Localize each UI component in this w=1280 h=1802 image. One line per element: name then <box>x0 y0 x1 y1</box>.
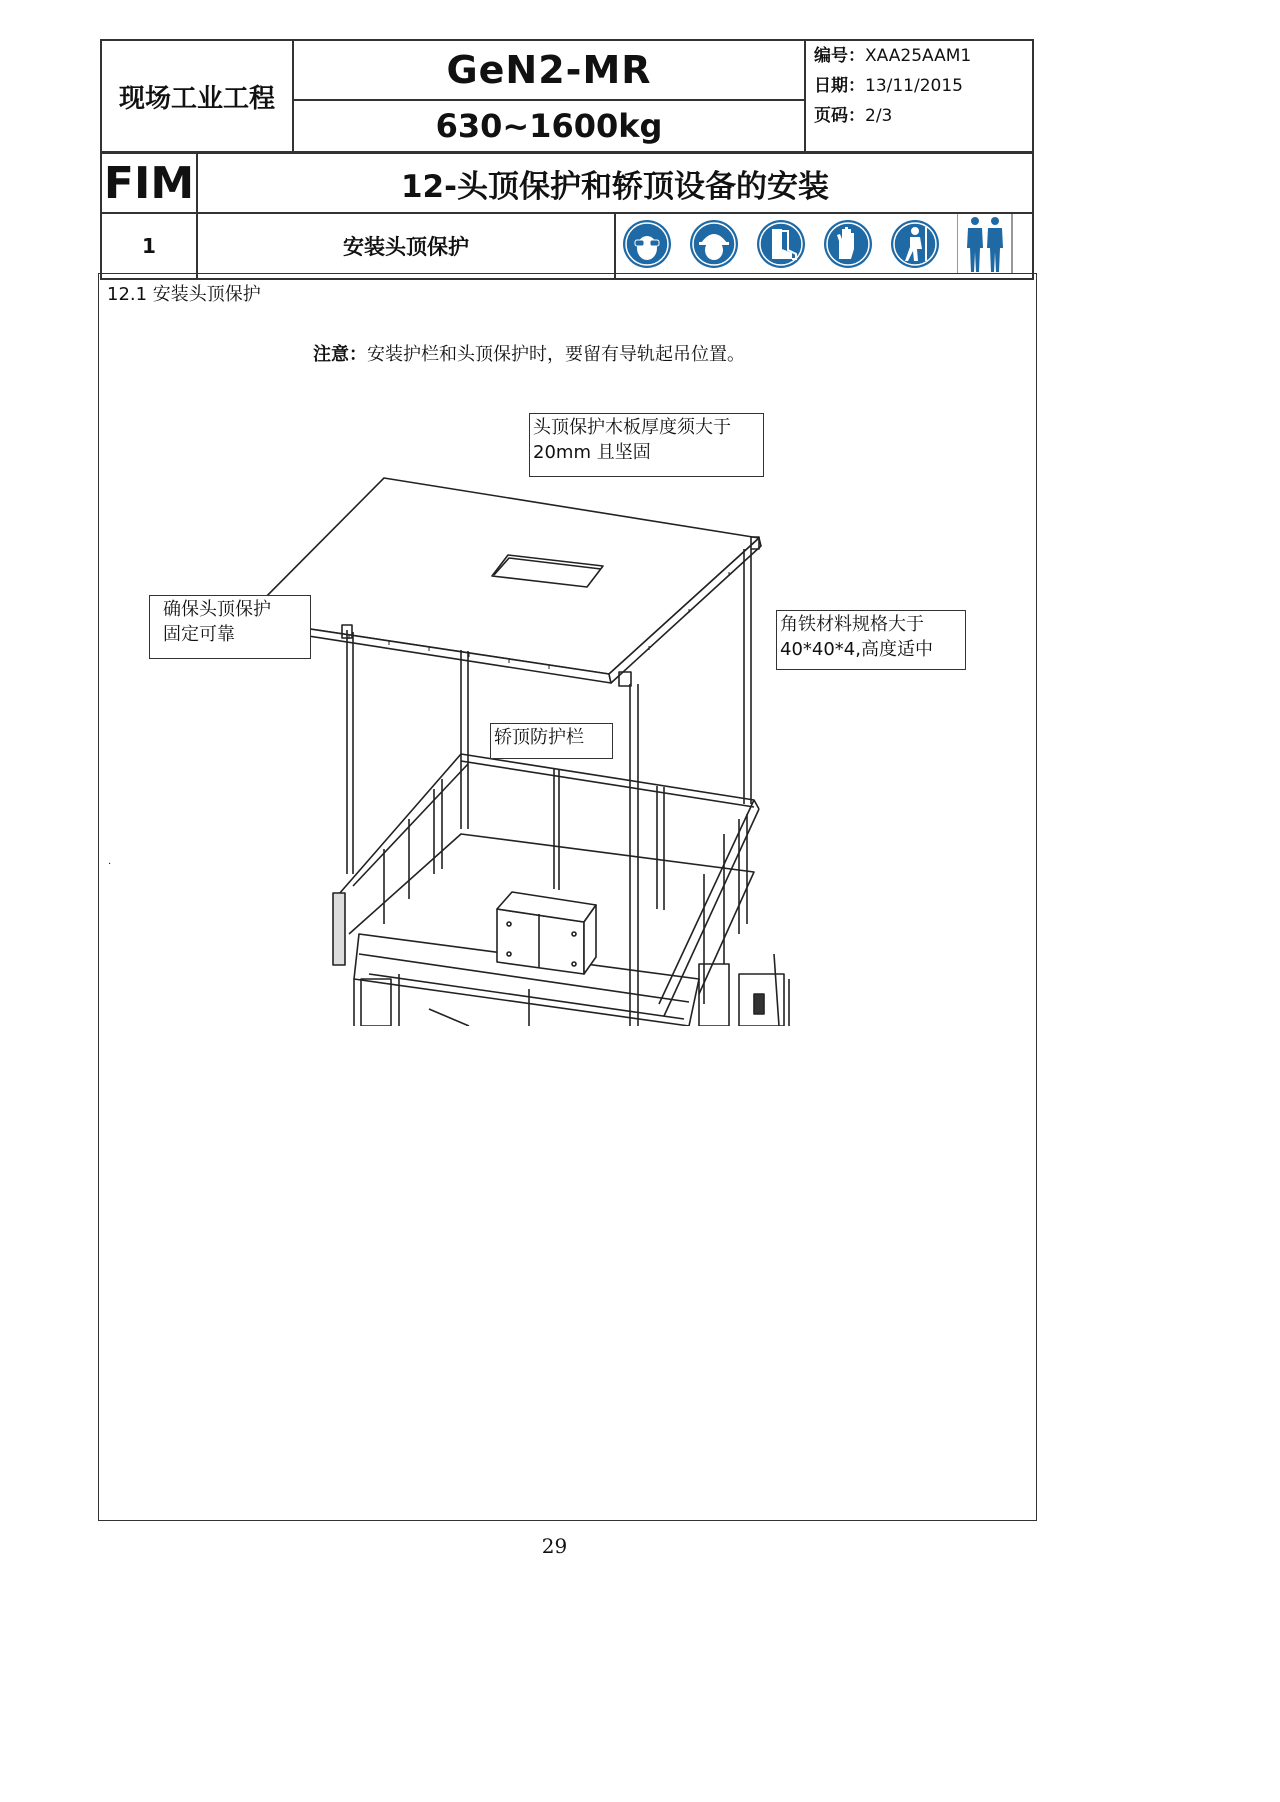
hard-hat-icon <box>689 219 739 273</box>
fim-label: FIM <box>101 153 197 213</box>
callout-angle-iron-spec: 角铁材料规格大于 40*40*4,高度适中 <box>776 610 966 670</box>
meta-date: 日期：13/11/2015 <box>814 76 963 96</box>
callout-board-thickness: 头顶保护木板厚度须大于 20mm 且坚固 <box>529 413 764 477</box>
stray-mark: . <box>108 856 112 867</box>
two-persons-icon <box>957 214 1013 278</box>
company-name: 现场工业工程 <box>101 40 293 152</box>
step-number: 1 <box>101 213 197 279</box>
safety-glasses-icon <box>622 219 672 273</box>
callout-car-top-guardrail: 轿顶防护栏 <box>490 723 613 759</box>
chapter-table <box>100 152 1034 280</box>
safety-boots-icon <box>756 219 806 273</box>
content-frame <box>98 273 1037 1521</box>
harness-icon <box>890 219 940 273</box>
chapter-title: 12-头顶保护和轿顶设备的安装 <box>197 153 1033 213</box>
document-meta <box>805 40 1033 152</box>
step-title: 安装头顶保护 <box>197 213 615 279</box>
note-label: 注意： <box>313 344 367 365</box>
model-name: GeN2-MR <box>293 40 805 100</box>
meta-page: 页码：2/3 <box>814 106 893 126</box>
load-range: 630~1600kg <box>293 100 805 152</box>
callout-secure-fixing: 确保头顶保护 固定可靠 <box>149 595 311 659</box>
page-number: 29 <box>541 1534 568 1558</box>
ppe-icons <box>615 213 1033 279</box>
meta-number: 编号：XAA25AAM1 <box>814 46 972 66</box>
gloves-icon <box>823 219 873 273</box>
section-heading: 12.1 安装头顶保护 <box>107 284 261 305</box>
document-header <box>100 39 1034 153</box>
note-text: 安装护栏和头顶保护时，要留有导轨起吊位置。 <box>367 344 745 365</box>
